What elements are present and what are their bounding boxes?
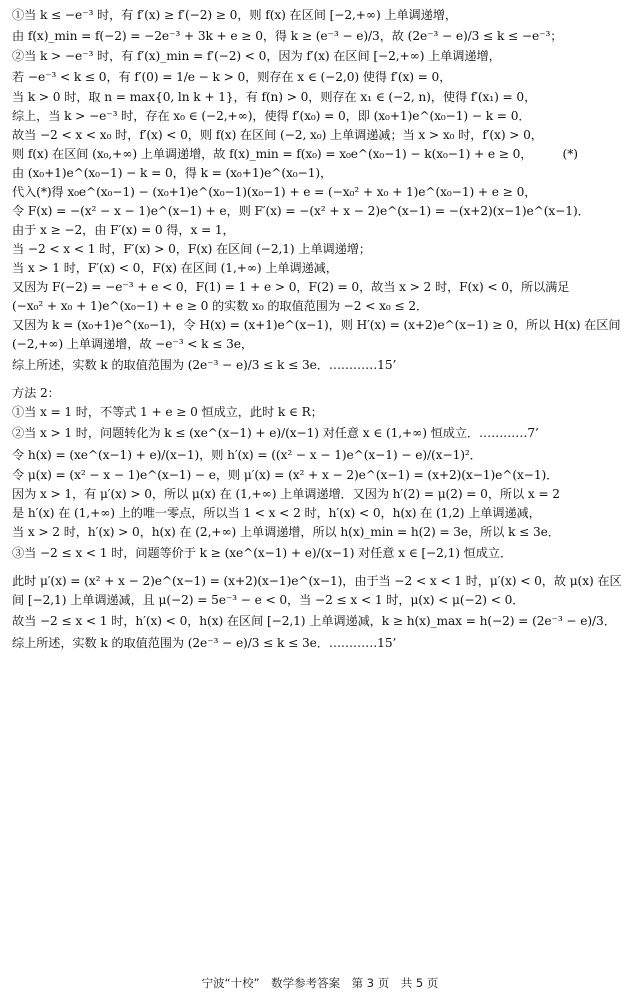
text-line: 当 k > 0 时，取 n = max{0, ln k + 1}，有 f(n) > 0，则存在 x₁ ∈ (−2, n)，使得 f′(x₁) = 0， [12, 90, 537, 104]
text-line: 间 [−2,1) 上单调递减，且 μ(−2) = 5e⁻³ − e < 0，当 −2 ≤ x < 1 时，μ(x) < μ(−2) < 0． [12, 593, 525, 607]
text-line: 由于 x ≥ −2，由 F′(x) = 0 得，x = 1， [12, 223, 235, 237]
text-line: (−2,+∞) 上单调递增，故 −e⁻³ < k ≤ 3e， [12, 337, 253, 351]
text-line: ①当 k ≤ −e⁻³ 时，有 f′(x) ≥ f′(−2) ≥ 0，则 f(x) 在区间 [−2,+∞) 上单调递增， [12, 8, 457, 22]
text-line: 故当 −2 < x < x₀ 时，f′(x) < 0，则 f(x) 在区间 (−2, x₀) 上单调递减；当 x > x₀ 时，f′(x) > 0， [12, 128, 543, 142]
text-line: 若 −e⁻³ < k ≤ 0，有 f′(0) = 1/e − k > 0，则存在 x ∈ (−2,0) 使得 f′(x) = 0， [12, 70, 452, 84]
text-line: 此时 μ′(x) = (x² + x − 2)e^(x−1) = (x+2)(x−1)e^(x−1)，由于当 −2 < x < 1 时，μ′(x) < 0，故 μ(x) 在区 [12, 574, 622, 588]
text-line: ②当 k > −e⁻³ 时，有 f′(x)_min = f′(−2) < 0，因为 f′(x) 在区间 [−2,+∞) 上单调递增， [12, 49, 501, 63]
page-footer: 宁波“十校” 数学参考答案 第 3 页 共 5 页 [201, 976, 439, 990]
text-line: 故当 −2 ≤ x < 1 时，h′(x) < 0，h(x) 在区间 [−2,1) 上单调递减，k ≥ h(x)_max = h(−2) = (2e⁻³ − e)/3． [12, 614, 616, 628]
text-line: 是 h′(x) 在 (1,+∞) 上的唯一零点，所以当 1 < x < 2 时，h′(x) < 0，h(x) 在 (1,2) 上单调递减， [12, 506, 541, 520]
text-line: 因为 x > 1，有 μ′(x) > 0，所以 μ(x) 在 (1,+∞) 上单调递增．又因为 h′(2) = μ(2) = 0，所以 x = 2 [12, 487, 560, 501]
text-line: 又因为 k = (x₀+1)e^(x₀−1)，令 H(x) = (x+1)e^(x−1)，则 H′(x) = (x+2)e^(x−1) ≥ 0，所以 H(x) 在区间 [12, 318, 621, 332]
text-line: ②当 x > 1 时，问题转化为 k ≤ (xe^(x−1) + e)/(x−1) 对任意 x ∈ (1,+∞) 恒成立．…………7’ [12, 426, 539, 440]
text-line: ③当 −2 ≤ x < 1 时，问题等价于 k ≥ (xe^(x−1) + e)/(x−1) 对任意 x ∈ [−2,1) 恒成立． [12, 546, 513, 560]
text-line: 当 −2 < x < 1 时，F′(x) > 0，F(x) 在区间 (−2,1) 上单调递增； [12, 242, 371, 256]
text-line: 代入(*)得 x₀e^(x₀−1) − (x₀+1)e^(x₀−1)(x₀−1) + e = (−x₀² + x₀ + 1)e^(x₀−1) + e ≥ 0， [12, 185, 537, 199]
text-line: (−x₀² + x₀ + 1)e^(x₀−1) + e ≥ 0 的实数 x₀ 的取值范围为 −2 < x₀ ≤ 2． [12, 299, 429, 313]
text-line: 令 F(x) = −(x² − x − 1)e^(x−1) + e，则 F′(x) = −(x² + x − 2)e^(x−1) = −(x+2)(x−1)e^(x−1)． [12, 204, 590, 218]
text-line: ①当 x = 1 时，不等式 1 + e ≥ 0 恒成立，此时 k ∈ R； [12, 405, 323, 419]
text-line: 综上所述，实数 k 的取值范围为 (2e⁻³ − e)/3 ≤ k ≤ 3e．…………15’ [12, 358, 397, 372]
text-line: 令 h(x) = (xe^(x−1) + e)/(x−1)，则 h′(x) = ((x² − x − 1)e^(x−1) − e)/(x−1)²． [12, 448, 482, 462]
text-line: 令 μ(x) = (x² − x − 1)e^(x−1) − e，则 μ′(x) = (x² + x − 2)e^(x−1) = (x+2)(x−1)e^(x−1)． [12, 468, 559, 482]
text-line: 当 x > 2 时，h′(x) > 0，h(x) 在 (2,+∞) 上单调递增，所以 h(x)_min = h(2) = 3e，所以 k ≤ 3e． [12, 525, 560, 539]
text-line: 由 (x₀+1)e^(x₀−1) − k = 0，得 k = (x₀+1)e^(x₀−1)， [12, 166, 333, 180]
section-heading: 方法 2： [12, 386, 60, 400]
text-line: 又因为 F(−2) = −e⁻³ + e < 0，F(1) = 1 + e > 0，F(2) = 0，故当 x > 2 时，F(x) < 0，所以满足 [12, 280, 570, 294]
text-line: 综上，当 k > −e⁻³ 时，存在 x₀ ∈ (−2,+∞)，使得 f′(x₀) = 0，即 (x₀+1)e^(x₀−1) − k = 0． [12, 109, 531, 123]
text-line: 由 f(x)_min = f(−2) = −2e⁻³ + 3k + e ≥ 0，得 k ≥ (e⁻³ − e)/3，故 (2e⁻³ − e)/3 ≤ k ≤ −e⁻³； [12, 29, 563, 43]
text-line: 综上所述，实数 k 的取值范围为 (2e⁻³ − e)/3 ≤ k ≤ 3e．…………15’ [12, 636, 397, 650]
text-line: 当 x > 1 时，F′(x) < 0，F(x) 在区间 (1,+∞) 上单调递减， [12, 261, 338, 275]
text-line: 则 f(x) 在区间 (x₀,+∞) 上单调递增，故 f(x)_min = f(x₀) = x₀e^(x₀−1) − k(x₀−1) + e ≥ 0， (*) [12, 147, 578, 161]
